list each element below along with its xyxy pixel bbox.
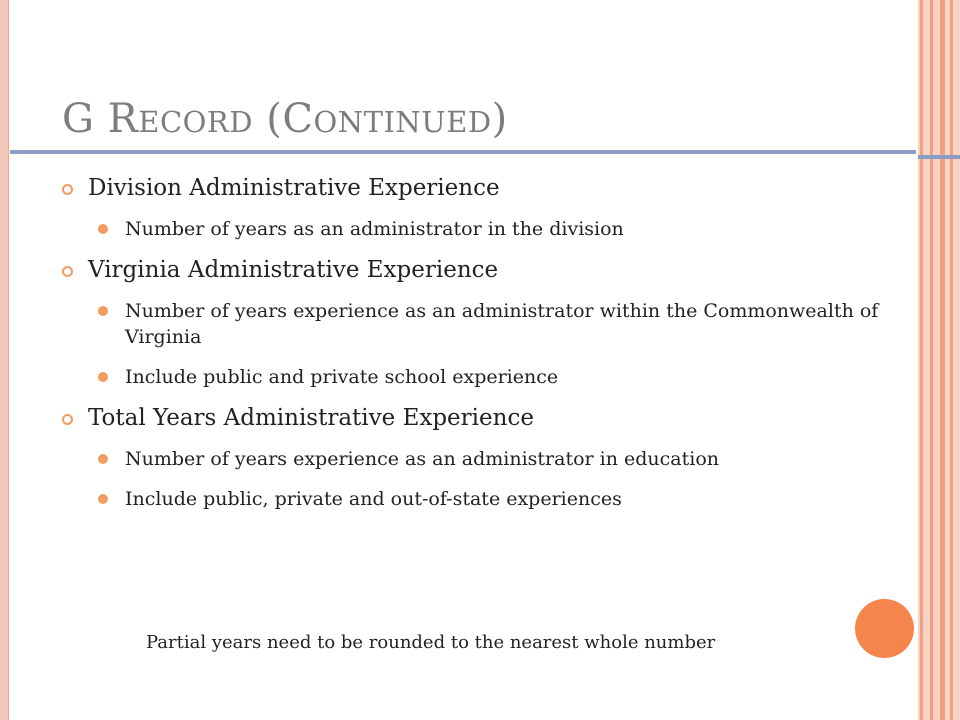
title-underline-extension [918,155,960,159]
section-heading: Total Years Administrative Experience [62,404,908,432]
dot-bullet-icon [98,224,108,234]
right-stripe [950,0,953,720]
list-item: Number of years experience as an administrator in education [98,446,908,472]
dot-bullet-icon [98,454,108,464]
right-stripe [920,0,923,720]
section-heading: Division Administrative Experience [62,174,908,202]
left-frame-line [8,0,9,720]
section-heading: Virginia Administrative Experience [62,256,908,284]
slide-body [62,174,908,526]
list-item: Number of years experience as an administrator within the Commonwealth of Virginia [98,298,908,350]
ring-bullet-icon [62,414,73,425]
right-stripe [930,0,933,720]
title-underline [10,150,916,154]
ring-bullet-icon [62,266,73,277]
list-item: Number of years as an administrator in the division [98,216,908,242]
dot-bullet-icon [98,494,108,504]
ring-bullet-icon [62,184,73,195]
dot-bullet-icon [98,372,108,382]
dot-bullet-icon [98,306,108,316]
slide-title: G RECORD (CONTINUED) [62,96,508,142]
left-frame-border [0,0,8,720]
right-stripe [940,0,945,720]
list-item: Include public and private school experience [98,364,908,390]
right-frame-border [918,0,960,720]
footnote: Partial years need to be rounded to the nearest whole number [146,632,716,653]
list-item: Include public, private and out-of-state experiences [98,486,908,512]
decorative-circle-icon [855,599,914,658]
